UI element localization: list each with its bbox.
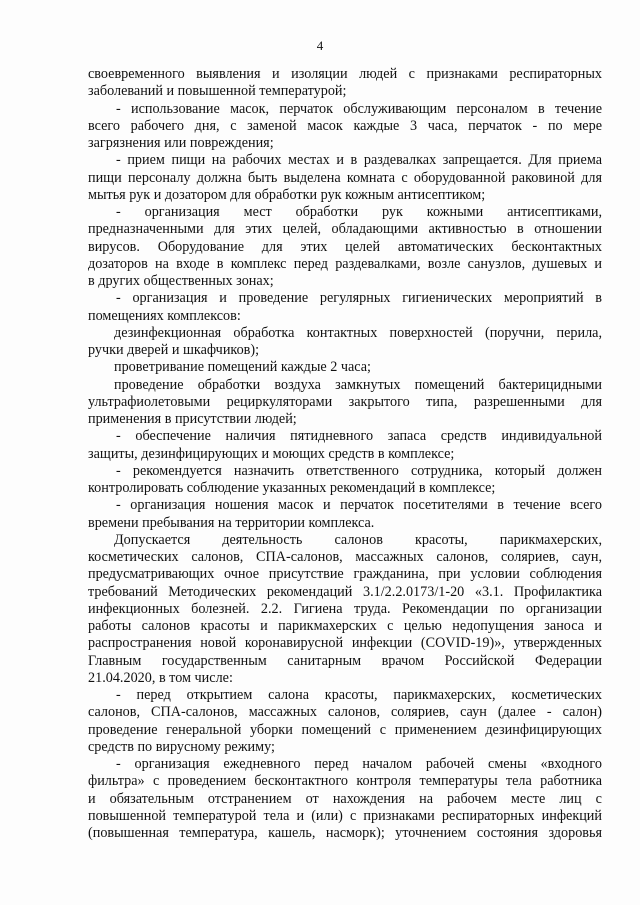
text-line: в других общественных зонах; [88,273,274,289]
text-line: предусматривающих очное присутствие гражданина, при условии соблюдения [88,566,602,583]
text-line: - перед открытием салона красоты, парикмахерских, косметических [116,687,602,703]
text-line: салонов, СПА-салонов, массажных салонов, соляриев, саун (далее - салон) [88,704,602,721]
text-line: (повышенная температура, кашель, насморк); уточнением состояния здоровья [88,825,602,841]
text-line: проведение обработки воздуха замкнутых помещений бактерицидными [114,376,602,393]
text-line: средств по вирусному режиму; [88,738,275,755]
text-line: - организация ежедневного перед началом рабочей смены «входного [116,756,602,772]
text-line: времени пребывания на территории комплекса. [88,514,375,531]
text-line: проведение генеральной уборки помещений с применением дезинфицирующих [88,721,602,738]
text-line: фильтра» с проведением бесконтактного контроля температуры тела работника [88,773,602,790]
text-line: мытья рук и дозатором для обработки рук кожным антисептиком; [88,186,486,203]
text-line: ультрафиолетовыми рециркуляторами закрытого типа, разрешенными для [88,393,602,410]
text-line: дозаторов на входе в комплекс перед раздевалками, возле санузлов, душевых и [88,255,602,272]
text-line: загрязнения или повреждения; [88,135,274,151]
text-line: ручки дверей и шкафчиков); [88,342,260,358]
text-line: вирусов. Оборудование для этих целей автоматических бесконтактных [88,238,602,255]
text-line: работы салонов красоты и парикмахерских с целью недопущения заноса и [88,618,602,634]
text-line: всего рабочего дня, с заменой масок каждые 3 часа, перчаток - по мере [88,117,602,134]
text-line: пищи персоналу должна быть выделена комната с оборудованной раковиной для [88,169,602,186]
text-line: предназначенными для этих целей, обладающими активностью в отношении [88,221,602,238]
text-line: применения в присутствии людей; [88,411,297,427]
text-line: косметических салонов, СПА-салонов, массажных салонов, соляриев, саун, [88,549,602,565]
text-line: - прием пищи на рабочих местах и в раздевалках запрещается. Для приема [116,152,602,169]
text-line: контролировать соблюдение указанных рекомендаций в комплексе; [88,480,496,496]
text-line: Допускается деятельность салонов красоты, парикмахерских, [114,531,602,548]
text-line: - организация мест обработки рук кожными антисептиками, [116,204,602,220]
text-line: 21.04.2020, в том числе: [88,669,233,686]
text-line: заболеваний и повышенной температурой; [88,83,347,100]
body-text [88,66,602,842]
text-line: помещениях комплексов: [88,307,241,324]
text-line: проветривание помещений каждые 2 часа; [114,359,371,376]
text-line: требований Методических рекомендаций 3.1/2.2.0173/1-20 «3.1. Профилактика [88,583,602,600]
text-line: своевременного выявления и изоляции людей с признаками респираторных [88,66,602,82]
page-number: 4 [316,38,324,53]
text-line: - организация и проведение регулярных гигиенических мероприятий в [116,290,602,307]
text-line: Главным государственным санитарным врачом Российской Федерации [88,652,602,669]
text-line: защиты, дезинфицирующих и моющих средств в комплексе; [88,445,455,462]
text-line: и обязательным отстранением от нахождения на рабочем месте лиц с [88,790,602,807]
text-line: дезинфекционная обработка контактных поверхностей (поручни, перила, [114,324,602,341]
text-line: - рекомендуется назначить ответственного сотрудника, который должен [116,462,602,479]
text-line: инфекционных болезней. 2.2. Гигиена труда. Рекомендации по организации [88,600,602,617]
text-line: - организация ношения масок и перчаток посетителями в течение всего [116,497,602,514]
text-line: повышенной температурой тела и (или) с признаками респираторных инфекций [88,807,602,824]
text-line: - использование масок, перчаток обслуживающим персоналом в течение [116,100,602,117]
text-line: - обеспечение наличия пятидневного запаса средств индивидуальной [116,428,602,445]
text-line: распространения новой коронавирусной инфекции (COVID-19)», утвержденных [88,635,602,652]
